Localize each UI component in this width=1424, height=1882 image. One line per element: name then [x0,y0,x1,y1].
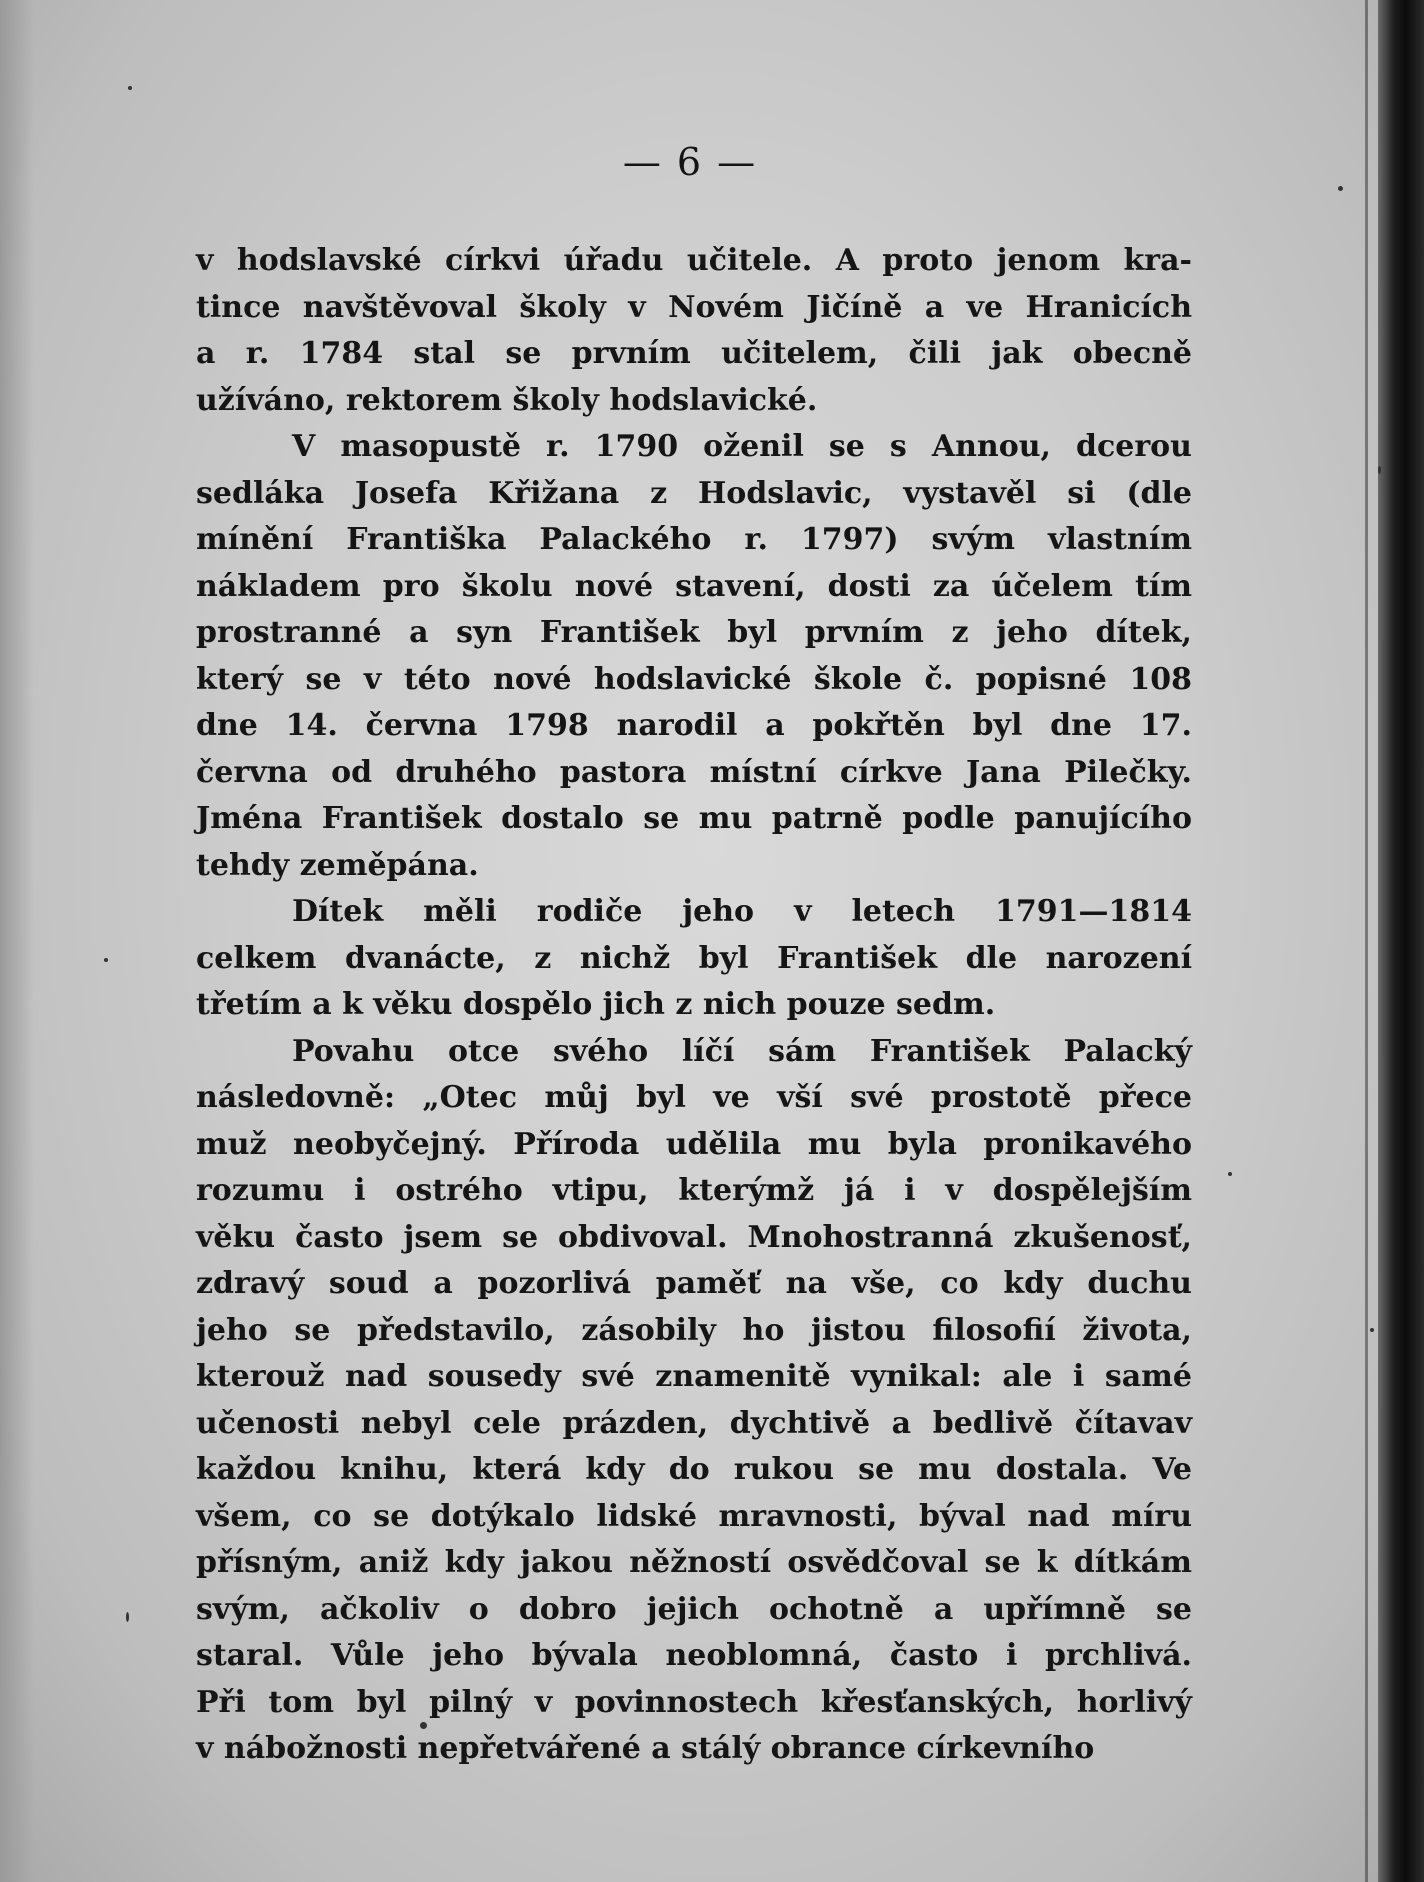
scan-speck [1378,466,1381,474]
text-line: kterouž nad sousedy své znamenitě vynikal: ale i samé [196,1359,1192,1394]
scan-speck [126,1612,129,1622]
scan-speck [128,86,132,90]
text-line: června od druhého pastora místní církve Jana Pilečky. [196,754,1192,790]
text-line: staral. Vůle jeho bývala neoblomná, často i prchlivá. [196,1638,1192,1673]
text-line: a r. 1784 stal se prvním učitelem, čili jak obecně [196,336,1192,371]
page-shadow-left [0,0,34,1882]
text-line: následovně: „Otec můj byl ve vší své prostotě přece [196,1080,1192,1115]
scan-speck [104,958,108,962]
text-line: Dítek měli rodiče jeho v letech 1791—1814 [292,894,1192,929]
text-line: mínění Františka Palackého r. 1797) svým vlastním [196,522,1192,557]
scan-speck [1370,1328,1374,1332]
text-line: tehdy zeměpána. [196,847,479,883]
text-line: rozumu i ostrého vtipu, kterýmž já i v dospělejším [196,1173,1192,1208]
text-line: třetím a k věku dospělo jich z nich pouze sedm. [196,987,996,1022]
text-line: tince navštěvoval školy v Novém Jičíně a ve Hranicích [196,289,1192,325]
page-binding-line [1365,0,1368,1882]
scan-speck [1228,1172,1232,1176]
text-line: svým, ačkoliv o dobro jejich ochotně a upřímně se [196,1591,1192,1627]
text-line: věku často jsem se obdivoval. Mnohostranná zkušenosť, [196,1219,1192,1255]
page-edge-right [1378,0,1424,1882]
text-line: dne 14. června 1798 narodil a pokřtěn byl dne 17. [196,708,1192,743]
text-line: Při tom byl pilný v povinnostech křesťanských, horlivý [196,1684,1192,1720]
text-line: každou knihu, která kdy do rukou se mu dostala. Ve [196,1452,1192,1487]
scan-speck [420,1722,427,1729]
text-line: jeho se představilo, zásobily ho jistou filosofií života, [196,1312,1192,1348]
text-line: učenosti nebyl cele prázden, dychtivě a bedlivě čítavav [196,1405,1192,1441]
text-line: užíváno, rektorem školy hodslavické. [196,382,818,418]
page-number: — 6 — [622,140,758,184]
text-line: Jména František dostalo se mu patrně podle panujícího [196,801,1192,836]
text-line: celkem dvanácte, z nichž byl František dle narození [196,940,1192,976]
scan-speck [1338,186,1343,191]
text-line: zdravý soud a pozorlivá paměť na vše, co kdy duchu [196,1266,1192,1301]
text-line: nákladem pro školu nové stavení, dosti za účelem tím [196,568,1192,604]
text-line: Povahu otce svého líčí sám František Palacký [292,1033,1192,1069]
text-line: sedláka Josefa Křižana z Hodslavic, vystavěl si (dle [196,475,1192,511]
text-line: všem, co se dotýkalo lidské mravnosti, býval nad míru [196,1498,1192,1534]
text-line: přísným, aniž kdy jakou něžností osvědčoval se k dítkám [196,1545,1192,1580]
text-line: V masopustě r. 1790 oženil se s Annou, dcerou [292,429,1192,464]
text-line: muž neobyčejný. Příroda udělila mu byla pronikavého [196,1126,1192,1162]
text-line: v hodslavské církvi úřadu učitele. A proto jenom kra- [196,243,1192,278]
body-text [196,238,1192,1773]
text-line: v nábožnosti nepřetvářené a stálý obrance církevního [196,1731,1095,1766]
text-line: který se v této nové hodslavické škole č. popisné 108 [196,661,1192,697]
text-line: prostranné a syn František byl prvním z jeho dítek, [196,615,1192,650]
